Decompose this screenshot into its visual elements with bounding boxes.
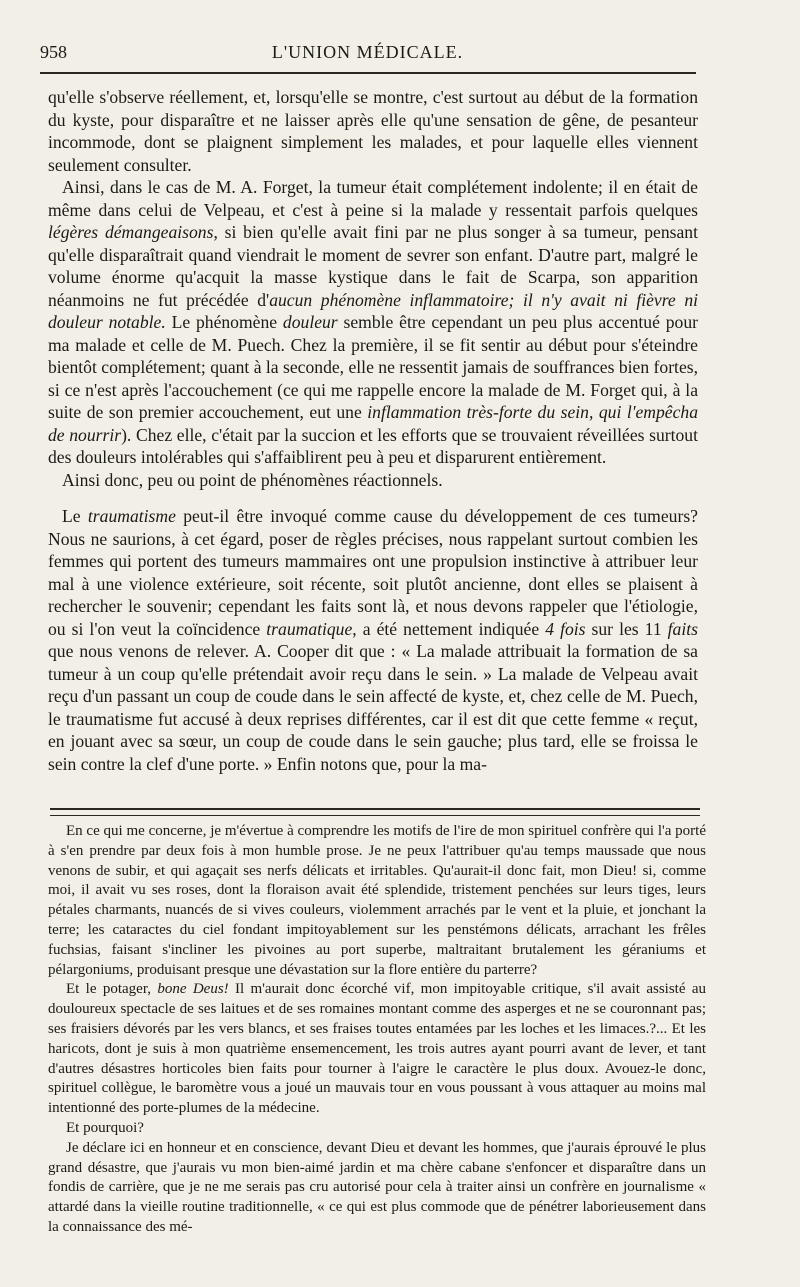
- page-header: [40, 38, 695, 66]
- paragraph-4: Le traumatisme peut-il être invoqué comme cause du développement de ces tumeurs? Nous ne saurions, à cet égard, poser de règles précises, nous rappelant surtout combien les femmes qui portent des tumeurs mammaires ont une propulsion instinctive à attribuer leur mal à une violence extérieure, soit récente, soit plutôt ancienne, dont elles se plaisent à rechercher le souvenir; cependant les faits sont là, et nous devons rappeler que l'étiologie, ou si l'on veut la coïncidence traumatique, a été nettement indiquée 4 fois sur les 11 faits que nous venons de relever. A. Cooper dit que : « La malade attribuait la formation de sa tumeur à un coup qu'elle prétendait avoir reçu dans le sein. » La malade de Velpeau avait reçu d'un passant un coup de coude dans le sein affecté de kyste, et, chez celle de M. Puech, le traumatisme fut accusé à deux reprises différentes, car il est dit que cette femme « reçut, en jouant avec sa sœur, un coup de coude dans le sein gauche; plus tard, elle se froissa le sein contre la clef d'une porte. » Enfin notons que, pour la ma-: [48, 506, 698, 774]
- page-number: 958: [40, 42, 67, 62]
- feuilleton-section: [48, 822, 706, 1238]
- paragraph-1: qu'elle s'observe réellement, et, lorsqu'elle se montre, c'est surtout au début de la formation du kyste, pour disparaître et ne laisser après elle qu'une sensation de gêne, de pesanteur incommode, dont se plaignent simplement les malades, et pour laquelle elles viennent seulement consulter.: [48, 87, 698, 175]
- main-article: [48, 86, 698, 775]
- feuilleton-paragraph-4: Je déclare ici en honneur et en conscience, devant Dieu et devant les hommes, que j'aurais éprouvé le plus grand désastre, que j'aurais vu mon bien-aimé jardin et ma chère cabane s'enfoncer et disparaître dans un fondis de carrière, que je ne me serais pas cru autorisé pour cela à traiter ainsi un confrère en journalisme « attardé dans la vieille routine traditionnelle, « ce qui est plus commode que de pénétrer laborieusement dans la connaissance des mé-: [48, 1139, 706, 1235]
- paragraph-3: Ainsi donc, peu ou point de phénomènes réactionnels.: [62, 469, 443, 490]
- feuilleton-paragraph-3: Et pourquoi?: [66, 1119, 144, 1136]
- feuilleton-paragraph-1: En ce qui me concerne, je m'évertue à comprendre les motifs de l'ire de mon spirituel confrère qui l'a porté à s'en prendre par deux fois à mon humble prose. Je ne peux l'attribuer qu'au temps maussade que nous venons de subir, et qui agaçait ses nerfs délicats et irritables. Qu'aurait-il donc fait, mon Dieu! si, comme moi, il avait vu ses roses, dont la floraison avait été splendide, tristement penchées sur leurs tiges, leurs pétales charmants, nuancés de si vives couleurs, violemment arrachés par le vent et la pluie, et jonchant la terre; les cataractes du ciel fondant impitoyablement sur les penstémons délicats, arrachant les frêles fuchsias, faisant s'incliner les pivoines au port superbe, maltraitant brutalement les géraniums et pélargoniums, produisant presque une dévastation sur la flore entière du parterre?: [48, 823, 706, 978]
- header-rule: [40, 72, 696, 74]
- paragraph-2: Ainsi, dans le cas de M. A. Forget, la tumeur était complétement indolente; il en était de même dans celui de Velpeau, et c'est à peine si la malade y ressentait parfois quelques légères démangeaisons, si bien qu'elle avait fini par ne plus songer à sa tumeur, pensant qu'elle disparaîtrait quand viendrait le moment de sevrer son enfant. D'autre part, malgré le volume énorme qu'acquit la masse kystique dans le fait de Scarpa, son apparition néanmoins ne fut précédée d'aucun phénomène inflammatoire; il n'y avait ni fièvre ni douleur notable. Le phénomène douleur semble être cependant un peu plus accentué pour ma malade et celle de M. Puech. Chez la première, il se fit sentir au début pour s'éteindre bientôt complétement; quant à la seconde, elle ne ressentit jamais de souffrances bien fortes, si ce n'est après l'accouchement (ce qui me rappelle encore la malade de M. Forget qui, à la suite de son premier accouchement, eut une inflammation très-forte du sein, qui l'empêcha de nourrir). Chez elle, c'était par la succion et les efforts que se trouvaient réveillées surtout des douleurs intolérables qui s'affaiblirent peu à peu et disparurent entièrement.: [48, 177, 699, 467]
- feuilleton-divider: [50, 808, 700, 816]
- feuilleton-paragraph-2: Et le potager, bone Deus! Il m'aurait donc écorché vif, mon impitoyable critique, s'il avait assisté au douloureux spectacle de ses laitues et de ses romaines montant comme des asperges et ne se couronnant pas; ses fraisiers dévorés par les vers blancs, et ses fraises toutes entamées par les loches et les limaces.?... Et les haricots, dont je suis à mon quatrième ensemencement, les trois autres ayant pourri avant de lever, et tant d'autres désastres horticoles bien faits pour tourner à l'aigre le caractère le plus doux. Avouez-le donc, spirituel collègue, le baromètre vous a joué un mauvais tour en vous poussant à vous attaquer au moins mal intentionné des porte-plumes de la médecine.: [48, 981, 706, 1117]
- journal-title: L'UNION MÉDICALE.: [271, 42, 464, 62]
